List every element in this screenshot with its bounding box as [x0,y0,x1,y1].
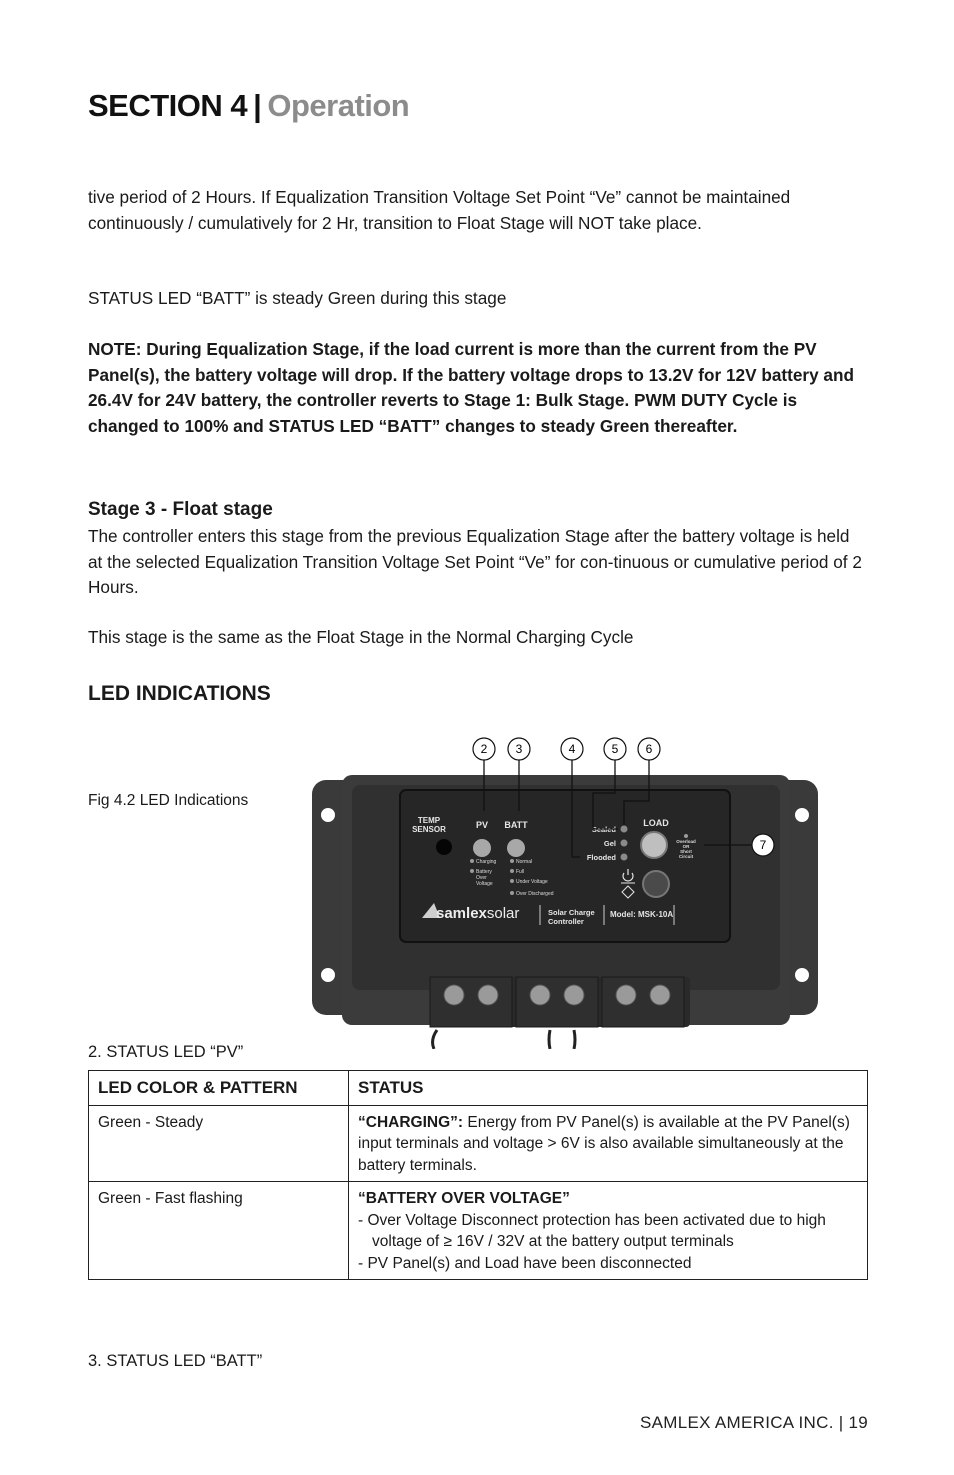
pv-led-label: PV [475,820,489,830]
pv-led [473,839,491,857]
load-legend-overload: Overload [676,839,696,844]
temp-sensor-label: SENSOR [412,825,446,834]
status-cell [349,1182,868,1280]
callout-3: 3 [515,742,523,756]
pv-legend-battery: Battery [476,869,492,875]
stage3-paragraph-2: This stage is the same as the Float Stage in the Normal Charging Cycle [88,627,634,647]
status-description: Energy from PV Panel(s) is available at the PV Panel(s) input terminals and voltage > 6V is also available simultaneously at the battery terminals. [358,1113,850,1174]
load-label: LOAD [643,818,669,828]
status-title: “CHARGING”: [358,1113,464,1131]
column-header-pattern: LED COLOR & PATTERN [89,1071,349,1106]
table-row [89,1182,868,1280]
flooded-led [621,854,628,861]
status-cell [349,1105,868,1182]
terminal-screw-icon [650,985,670,1005]
section-title: Operation [267,88,410,123]
paragraph-equalization-continued: tive period of 2 Hours. If Equalization Transition Voltage Set Point “Ve” cannot be maintained continuously / cumulatively for 2 Hr, transition to Float Stage will NOT take place. [88,187,791,233]
section-separator: | [253,88,262,123]
mounting-hole-icon [795,968,809,982]
led-pattern-cell: Green - Steady [89,1105,349,1182]
load-legend-short: Short [680,849,692,854]
terminal-screw-icon [444,985,464,1005]
callout-2: 2 [480,742,488,756]
batt-led-label: BATT [504,820,528,830]
section-number: SECTION 4 [88,88,248,123]
battery-type-flooded: Flooded [586,853,616,862]
temp-sensor-label: TEMP [417,816,441,825]
status-title: “BATTERY OVER VOLTAGE” [358,1190,570,1207]
callout-5: 5 [611,742,619,756]
led-pattern-cell: Green - Fast flashing [89,1182,349,1280]
pv-legend-charging: Charging [476,859,497,865]
terminal-screw-icon [478,985,498,1005]
batt-legend-full: Full [516,869,525,875]
product-name: Controller [548,917,584,926]
temp-sensor-jack [436,839,452,855]
page-footer: SAMLEX AMERICA INC. | 19 [640,1413,868,1432]
section-heading [88,88,409,124]
table-header-row [89,1071,868,1106]
pv-status-table [88,1070,868,1280]
batt-table-label: 3. STATUS LED “BATT” [88,1352,263,1370]
callout-4: 4 [568,742,576,756]
batt-legend-normal: Normal [516,859,533,865]
pv-table-label: 2. STATUS LED “PV” [88,1043,244,1061]
brand-name-light: solar [486,905,520,922]
paragraph-batt-led-status: STATUS LED “BATT” is steady Green during this stage [88,288,507,308]
callout-6: 6 [645,742,653,756]
status-list-item: - Over Voltage Disconnect protection has been activated due to high voltage of ≥ 16V / 32V at the battery output terminals [358,1211,826,1250]
note-equalization: NOTE: During Equalization Stage, if the load current is more than the current from the PV Panel(s), the battery voltage will drop. If the battery voltage drops to 13.2V for 12V battery and 26.4V for 24V battery, the controller reverts to Stage 1: Bulk Stage. PWM DUTY Cycle is changed to 100% and STATUS LED “BATT” changes to steady Green thereafter. [88,339,854,436]
terminal-screw-icon [564,985,584,1005]
svg-text:samlexsolar [436,905,519,922]
mounting-hole-icon [321,808,335,822]
batt-legend-over-discharged: Over Discharged [516,891,554,897]
battery-type-gel: Gel [603,839,616,848]
callout-7: 7 [759,838,767,852]
pv-legend-over: Over [476,875,487,881]
select-button [643,871,669,897]
load-legend-circuit: Circuit [678,854,694,859]
sealed-led [621,826,628,833]
pv-legend-voltage: Voltage [476,881,493,887]
mounting-hole-icon [795,808,809,822]
table-row [89,1105,868,1182]
product-name: Solar Charge [548,908,595,917]
gel-led [621,840,628,847]
batt-led [507,839,525,857]
terminal-screw-icon [616,985,636,1005]
battery-type-sealed: Sealed [591,825,616,834]
brand-name-bold: samlex [436,905,487,922]
charge-controller-figure [312,735,818,1049]
figure-caption: Fig 4.2 LED Indications [88,792,249,809]
load-legend-or: OR [682,844,690,849]
terminal-screw-icon [530,985,550,1005]
load-led [641,832,667,858]
mounting-hole-icon [321,968,335,982]
status-list-item: - PV Panel(s) and Load have been disconnected [358,1254,692,1272]
stage3-paragraph: The controller enters this stage from the previous Equalization Stage after the battery voltage is held at the selected Equalization Transition Voltage Set Point “Ve” for con-tinuous or cumulative period of 2 Hours. [88,526,862,597]
batt-legend-under-voltage: Under Voltage [516,879,548,885]
model-number: Model: MSK-10A [610,910,674,919]
led-indications-heading: LED INDICATIONS [88,682,271,705]
column-header-status: STATUS [349,1071,868,1106]
stage3-heading: Stage 3 - Float stage [88,499,273,520]
